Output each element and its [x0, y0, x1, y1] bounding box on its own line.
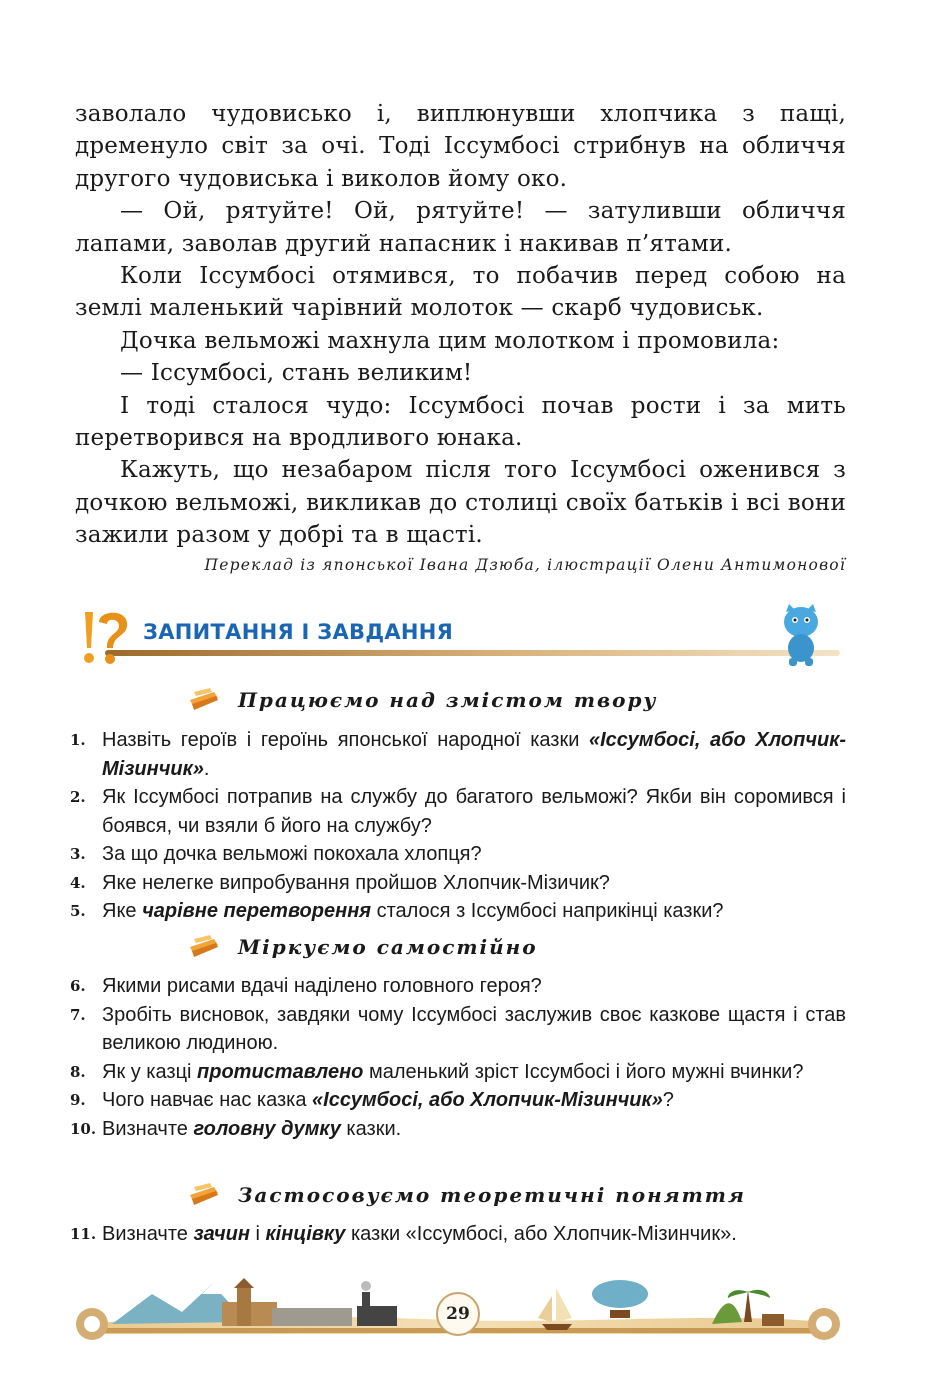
question-text: Визначте: [102, 1223, 194, 1245]
question-emphasis: «Іссумбосі, або Хлопчик-Мізинчик»: [312, 1089, 663, 1111]
question-item: [70, 972, 846, 1001]
section-header: [75, 602, 846, 674]
question-emphasis: чарівне перетворення: [142, 900, 372, 922]
story-paragraph: — Ой, рятуйте! Ой, рятуйте! — затуливши обличчя лапами, заволав другий напасник і накивав п’ятами.: [75, 198, 846, 257]
question-text: Яке: [102, 900, 143, 922]
question-text: казки «Іссумбосі, або Хлопчик-Мізинчик».: [345, 1223, 737, 1245]
question-number: 9.: [70, 1091, 86, 1109]
story-paragraph: І тоді сталося чудо: Іссумбосі почав рости і за мить перетворився на вродливого юнака.: [75, 392, 846, 452]
question-text: Яке нелегке випробування пройшов Хлопчик-Мізичик?: [102, 871, 610, 894]
question-text: Визначте: [102, 1117, 194, 1140]
question-text: казки.: [340, 1117, 402, 1140]
question-emphasis: «Іссумбосі, або Хлопчик-Мізинчик»: [102, 729, 846, 780]
question-text: Чого навчає нас казка: [102, 1089, 313, 1111]
question-list: [70, 1220, 846, 1249]
story-text: [75, 98, 846, 552]
question-item: [70, 1220, 846, 1249]
book-pencil-icon: [188, 1181, 220, 1207]
story-paragraph: Дочка вельможі махнула цим молотком і промовила:: [120, 327, 780, 354]
story-paragraph: — Іссумбосі, стань великим!: [120, 360, 473, 387]
question-emphasis: протиставлено: [197, 1060, 364, 1083]
question-item: [70, 1058, 846, 1087]
section-title: ЗАПИТАННЯ І ЗАВДАННЯ: [143, 620, 454, 644]
story-paragraph: заволало чудовисько і, виплюнувши хлопчика з пащі, дременуло світ за очі. Тоді Іссумбосі стрибнув на обличчя другого чудовиська і виколов йому око.: [75, 101, 846, 192]
translation-credit: Переклад із японської Івана Дзюба, ілюстрації Олени Антимонової: [204, 556, 846, 574]
question-text: сталося з Іссумбосі наприкінці казки?: [371, 900, 724, 922]
question-number: 2.: [70, 788, 86, 806]
question-item: [70, 1115, 846, 1144]
question-text: ?: [662, 1089, 674, 1111]
question-emphasis: кінцівку: [265, 1223, 346, 1245]
question-emphasis: головну думку: [193, 1117, 341, 1140]
question-text: і: [249, 1223, 266, 1245]
page-number: 29: [436, 1292, 480, 1336]
question-text: Якими рисами вдачі наділено головного героя?: [102, 975, 542, 997]
subheading-text: Міркуємо самостійно: [238, 935, 538, 959]
question-exclamation-icon: [77, 606, 137, 670]
question-text: Назвіть героїв і героїнь японської народної казки: [102, 729, 589, 751]
story-paragraph: Кажуть, що незабаром після того Іссумбосі оженився з дочкою вельможі, викликав до столиці своїх батьків і всі вони зажили разом у добрі та в щасті.: [75, 457, 846, 549]
question-list: [70, 972, 846, 1143]
question-emphasis: зачин: [193, 1223, 250, 1245]
blue-cat-mascot-icon: [775, 604, 827, 668]
question-number: 11.: [70, 1225, 97, 1243]
question-item: [70, 897, 846, 926]
subheading-text: Застосовуємо теоретичні поняття: [238, 1183, 746, 1207]
question-number: 3.: [70, 845, 86, 863]
question-number: 6.: [70, 977, 86, 995]
question-item: [70, 840, 846, 869]
question-text: Зробіть висновок, завдяки чому Іссумбосі заслужив своє казкове щастя і став великою людиною.: [102, 1003, 846, 1054]
question-item: [70, 783, 846, 840]
question-number: 10.: [70, 1119, 97, 1138]
subheading-theory: [238, 1183, 746, 1207]
question-list: [70, 726, 846, 926]
book-pencil-icon: [188, 686, 220, 712]
question-number: 7.: [70, 1005, 86, 1024]
question-number: 8.: [70, 1062, 86, 1081]
question-number: 1.: [70, 731, 86, 749]
story-paragraph: Коли Іссумбосі отямився, то побачив перед собою на землі маленький чарівний молоток — скарб чудовиськ.: [75, 263, 846, 322]
question-number: 4.: [70, 873, 86, 892]
question-item: [70, 1086, 846, 1115]
question-number: 5.: [70, 902, 86, 920]
question-text: .: [203, 757, 210, 780]
question-item: [70, 726, 846, 783]
question-item: [70, 869, 846, 898]
subheading-content: [238, 688, 657, 712]
subheading-text: Працюємо над змістом твору: [238, 688, 658, 712]
question-text: Як у казці: [102, 1060, 198, 1083]
book-pencil-icon: [188, 933, 220, 959]
question-text: За що дочка вельможі покохала хлопця?: [102, 843, 482, 865]
subheading-independent: [238, 935, 538, 959]
question-item: [70, 1001, 846, 1058]
question-text: Як Іссумбосі потрапив на службу до багатого вельможі? Якби він соромився і боявся, чи взяли б його на службу?: [102, 786, 846, 837]
question-text: маленький зріст Іссумбосі і його мужні вчинки?: [363, 1060, 804, 1083]
